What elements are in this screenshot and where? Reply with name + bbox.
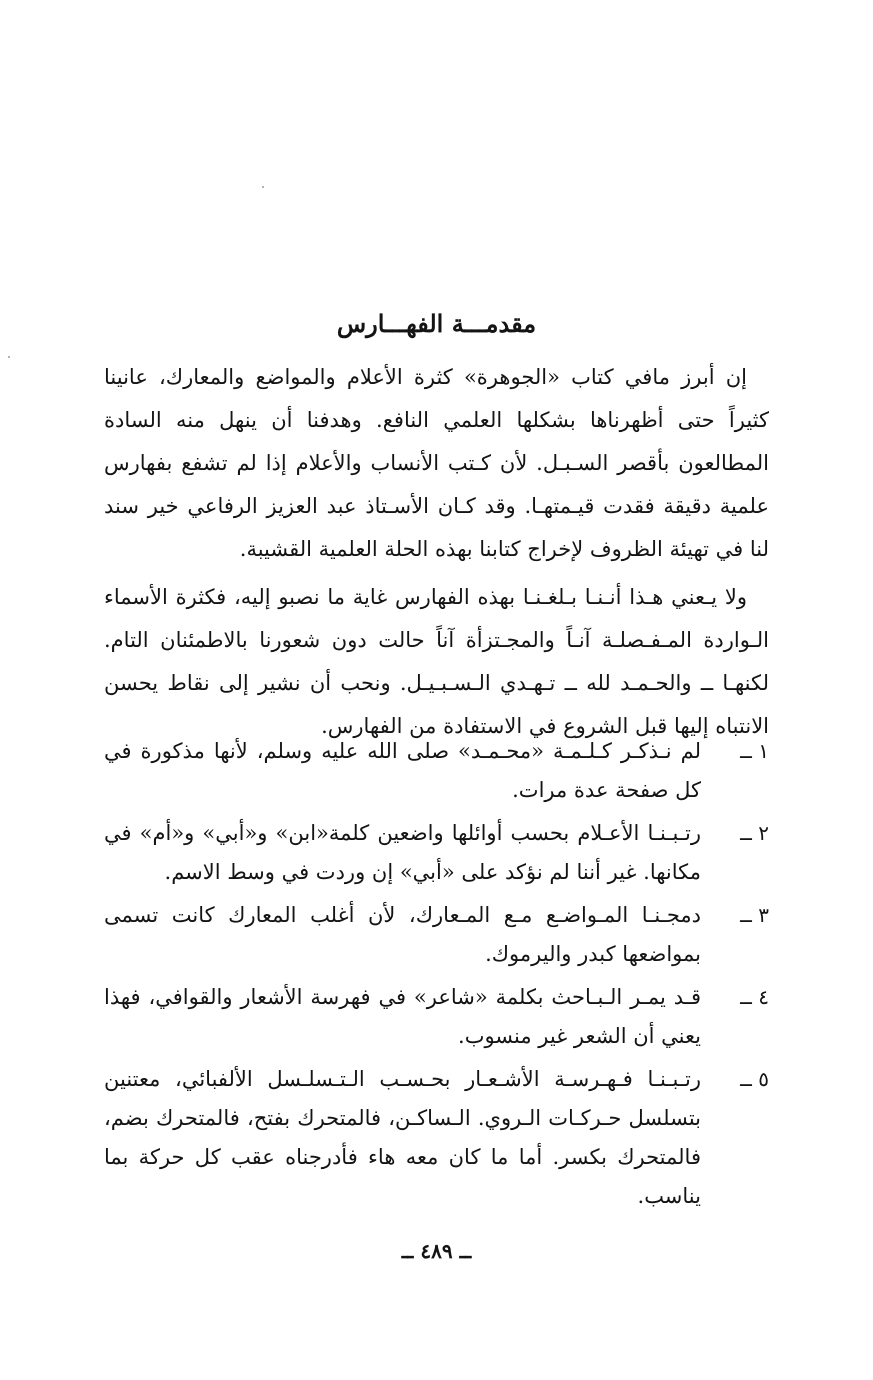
intro-paragraph-2: ولا يـعني هـذا أنـنـا بـلغـنـا بهذه الفهارس غاية ما نصبو إليه، فكثرة الأسماء الـواردة المـفـصلـة آنـاً والمجـتزأة آناً حالت دون شعورنا بالاطمئنان التام. لكنهـا ــ والحـمـد لله ــ تـهـدي الـسـبـيـل. ونحب أن نشير إلى نقاط يحسن الانتباه إليها قبل الشروع في الاستفادة من الفهارس. xyxy=(104,585,769,738)
paper-speck xyxy=(262,186,264,188)
page-number: ــ ٤٨٩ ــ xyxy=(401,1239,472,1263)
list-item-number: ٢ ــ xyxy=(740,821,769,845)
list-item-number: ٤ ــ xyxy=(740,985,769,1009)
list-item xyxy=(104,732,769,810)
list-item xyxy=(104,1060,769,1216)
list-item-text: لم نـذكـر كـلـمـة «محـمـد» صلى الله عليه وسلم، لأنها مذكورة في كل صفحة عدة مرات. xyxy=(104,739,701,802)
list-item-text: رتـبـنـا فـهـرسـة الأشـعـار بحـسـب الـتـسلـسل الألفبائي، معتنين بتسلسل حـركـات الـروي. الـساكـن، فالمتحرك بفتح، فالمتحرك بضم، فالمتحرك بكسر. أما ما كان معه هاء فأدرجناه عقب كل حركة بما يناسب. xyxy=(104,1067,701,1208)
paper-speck xyxy=(8,356,10,358)
notes-list xyxy=(104,732,769,1220)
list-item xyxy=(104,978,769,1056)
intro-paragraph-1: إن أبرز مافي كتاب «الجوهرة» كثرة الأعلام والمواضع والمعارك، عانينا كثيراً حتى أظهرناها بشكلها العلمي النافع. وهدفنا أن ينهل منه السادة المطالعون بأقصر السـبـل. لأن كـتب الأنساب والأعلام إذا لم تشفع بفهارس علمية دقيقة فقدت قيـمتهـا. وقد كـان الأسـتاذ عبد العزيز الرفاعي خير سند لنا في تهيئة الظروف لإخراج كتابنا بهذه الحلة العلمية القشيبة. xyxy=(104,365,769,561)
list-item-number: ٣ ــ xyxy=(740,903,769,927)
list-item-text: قـد يمـر الـبـاحث بكلمة «شاعر» في فهرسة الأشعار والقوافي، فهذا يعني أن الشعر غير منسوب. xyxy=(104,985,701,1048)
section-title: مقدمـــة الفهـــارس xyxy=(336,309,537,338)
list-item-number: ١ ــ xyxy=(740,739,769,763)
list-item-number: ٥ ــ xyxy=(740,1067,769,1091)
list-item-text: رتـبـنـا الأعـلام بحسب أوائلها واضعين كلمة«ابن» و«أبي» و«أم» في مكانها. غير أننا لم نؤكد على «أبي» إن وردت في وسط الاسم. xyxy=(104,821,701,884)
list-item-text: دمجـنـا المـواضـع مـع المـعارك، لأن أغلب المعارك كانت تسمى بمواضعها كبدر واليرموك. xyxy=(104,903,701,966)
list-item xyxy=(104,814,769,892)
list-item xyxy=(104,896,769,974)
